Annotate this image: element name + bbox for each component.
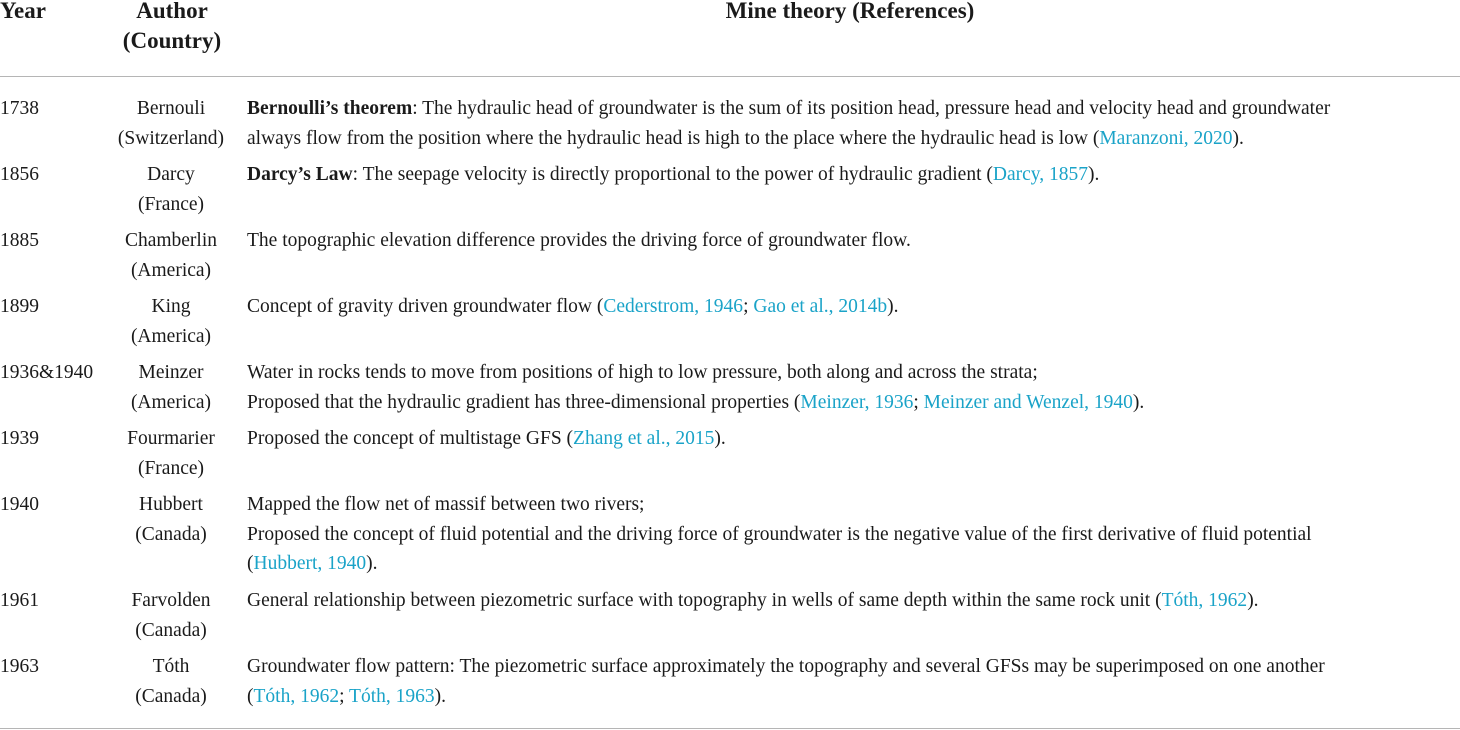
- row-author: [110, 490, 232, 549]
- header-author: [112, 0, 232, 56]
- author-name: Farvolden: [131, 590, 211, 611]
- theory-text: Mapped the flow net of massif between two rivers;: [247, 494, 645, 515]
- author-name: King: [151, 296, 191, 317]
- row-year: 1936&1940: [0, 362, 94, 383]
- reference-link[interactable]: Hubbert, 1940: [253, 553, 367, 574]
- author-country: (America): [130, 325, 212, 347]
- theory-text: always flow from the position where the hydraulic head is high to the place where the hydraulic head is low (: [247, 127, 1100, 149]
- row-year: 1939: [0, 428, 39, 449]
- author-name: Fourmarier: [127, 428, 215, 449]
- row-author: [110, 358, 232, 417]
- header-author-line1: Author: [136, 0, 208, 23]
- author-country: (France): [137, 457, 205, 479]
- table-bottom-rule: [0, 728, 1460, 729]
- row-theory: [247, 586, 1457, 616]
- theory-text: ).: [714, 428, 726, 449]
- author-name: Chamberlin: [124, 230, 218, 251]
- theory-text: (: [247, 553, 254, 574]
- row-author: [110, 160, 232, 219]
- row-author: [110, 226, 232, 285]
- theory-text: ).: [1247, 590, 1259, 611]
- author-country: (Canada): [135, 523, 207, 545]
- author-country: (France): [137, 193, 205, 215]
- row-author: [110, 94, 232, 153]
- theory-text: General relationship between piezometric surface with topography in wells of same depth within the same rock unit (: [247, 590, 1162, 611]
- reference-separator: ;: [743, 296, 754, 317]
- row-theory: [247, 160, 1457, 190]
- row-author: [110, 292, 232, 351]
- theory-text: ).: [1087, 164, 1100, 185]
- reference-link[interactable]: Tóth, 1962: [1161, 590, 1248, 611]
- theory-text: Proposed the concept of fluid potential and the driving force of groundwater is the negative value of the first derivative of fluid potential: [247, 523, 1312, 545]
- row-year: 1899: [0, 296, 39, 317]
- row-author: [110, 652, 232, 711]
- row-author: [110, 424, 232, 483]
- reference-link[interactable]: Maranzoni, 2020: [1099, 127, 1233, 149]
- author-country: (America): [130, 259, 212, 281]
- row-theory: [247, 226, 1457, 256]
- row-theory: [247, 652, 1457, 711]
- row-author: [110, 586, 232, 645]
- theory-text: ).: [434, 685, 447, 707]
- author-country: (Switzerland): [117, 127, 225, 149]
- header-theory: Mine theory (References): [725, 0, 975, 23]
- theory-text: : The seepage velocity is directly proportional to the power of hydraulic gradient (: [352, 164, 993, 185]
- reference-link[interactable]: Tóth, 1962: [253, 685, 340, 707]
- row-theory: [247, 94, 1457, 153]
- row-theory: [247, 424, 1457, 454]
- theory-text: ).: [1232, 127, 1244, 149]
- reference-link[interactable]: Darcy, 1857: [992, 164, 1088, 185]
- author-country: (America): [130, 391, 212, 413]
- reference-link[interactable]: Zhang et al., 2015: [573, 428, 715, 449]
- author-country: (Canada): [135, 619, 207, 641]
- row-theory: [247, 358, 1457, 417]
- reference-link[interactable]: Meinzer and Wenzel, 1940: [923, 391, 1133, 413]
- theory-text: (: [247, 685, 254, 707]
- header-author-line2: (Country): [122, 28, 222, 53]
- theory-text: ).: [887, 296, 899, 317]
- row-theory: [247, 490, 1457, 579]
- theory-text: ).: [366, 553, 378, 574]
- theory-text: The topographic elevation difference provides the driving force of groundwater flow.: [247, 230, 911, 251]
- row-year: 1856: [0, 164, 39, 185]
- header-year: Year: [0, 0, 46, 23]
- theory-name: Bernoulli’s theorem: [247, 98, 413, 119]
- theory-text: Proposed the concept of multistage GFS (: [247, 428, 574, 449]
- theory-text: Water in rocks tends to move from positions of high to low pressure, both along and across the strata;: [247, 362, 1038, 383]
- table-header: [0, 0, 1460, 77]
- theory-text: : The hydraulic head of groundwater is the sum of its position head, pressure head and velocity head and groundwater: [412, 98, 1331, 119]
- row-year: 1940: [0, 494, 39, 515]
- author-name: Bernouli: [136, 98, 206, 119]
- row-theory: [247, 292, 1457, 322]
- author-name: Darcy: [147, 164, 195, 185]
- row-year: 1885: [0, 230, 39, 251]
- author-name: Hubbert: [139, 494, 203, 515]
- author-name: Tóth: [152, 656, 190, 677]
- reference-separator: ;: [339, 685, 350, 707]
- author-name: Meinzer: [138, 362, 204, 383]
- author-country: (Canada): [135, 685, 207, 707]
- row-year: 1963: [0, 656, 39, 677]
- theory-text: Groundwater flow pattern: The piezometric surface approximately the topography and several GFSs may be superimposed on one another: [247, 656, 1325, 677]
- theory-text: ).: [1132, 391, 1145, 413]
- theory-name: Darcy’s Law: [247, 164, 353, 185]
- reference-link[interactable]: Meinzer, 1936: [800, 391, 914, 413]
- reference-separator: ;: [913, 391, 924, 413]
- row-year: 1738: [0, 98, 39, 119]
- theory-text: Proposed that the hydraulic gradient has three-dimensional properties (: [247, 391, 801, 413]
- row-year: 1961: [0, 590, 39, 611]
- reference-link[interactable]: Cederstrom, 1946: [603, 296, 744, 317]
- theory-text: Concept of gravity driven groundwater flow (: [247, 296, 604, 317]
- reference-link[interactable]: Tóth, 1963: [349, 685, 435, 707]
- reference-link[interactable]: Gao et al., 2014b: [753, 296, 888, 317]
